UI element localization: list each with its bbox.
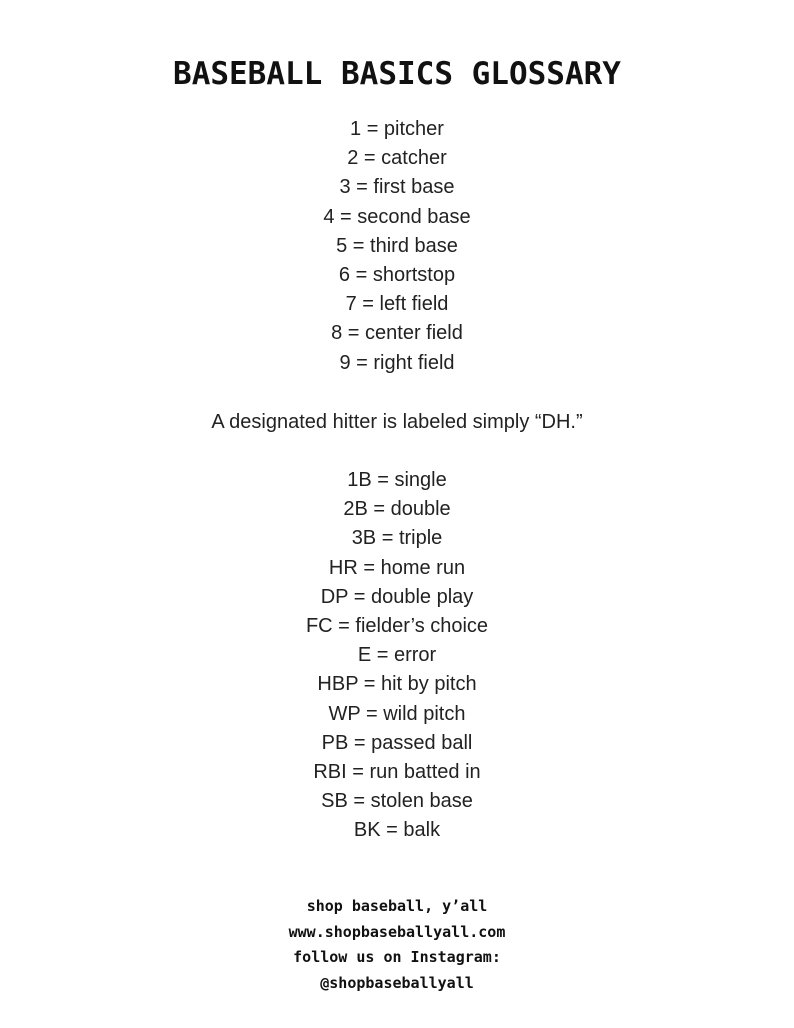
list-item: SB = stolen base	[321, 790, 473, 813]
list-item: HBP = hit by pitch	[317, 673, 477, 696]
list-item: HR = home run	[328, 556, 466, 579]
list-item: 3 = first base	[339, 176, 455, 199]
footer-instagram-handle[interactable]: @shopbaseballyall	[320, 973, 474, 992]
list-item: E = error	[357, 644, 437, 667]
list-item: 1B = single	[347, 469, 447, 491]
list-item: 3B = triple	[351, 527, 443, 550]
list-item: 9 = right field	[339, 351, 455, 374]
list-item: RBI = run batted in	[313, 761, 481, 784]
list-item: 6 = shortstop	[338, 264, 456, 287]
footer-follow-text: follow us on Instagram:	[293, 948, 501, 966]
list-item: 1 = pitcher	[350, 118, 444, 140]
footer-website-link[interactable]: www.shopbaseballyall.com	[288, 922, 506, 941]
list-item: PB = passed ball	[321, 731, 473, 754]
positions-list	[0, 115, 794, 378]
list-item: DP = double play	[320, 585, 474, 608]
page-title: BASEBALL BASICS GLOSSARY	[173, 56, 621, 92]
footer-tagline: shop baseball, y’all	[306, 897, 488, 915]
list-item: BK = balk	[353, 819, 441, 842]
list-item: 2 = catcher	[347, 147, 447, 170]
list-item: 7 = left field	[345, 293, 449, 316]
list-item: 4 = second base	[323, 205, 471, 228]
list-item: 8 = center field	[331, 322, 463, 345]
abbreviations-list	[0, 466, 794, 846]
list-item: 2B = double	[343, 498, 451, 521]
list-item: WP = wild pitch	[328, 702, 466, 725]
list-item: 5 = third base	[336, 234, 458, 257]
footer	[0, 894, 794, 996]
designated-hitter-note: A designated hitter is labeled simply “DH.”	[211, 411, 583, 433]
list-item: FC = fielder’s choice	[305, 615, 489, 638]
